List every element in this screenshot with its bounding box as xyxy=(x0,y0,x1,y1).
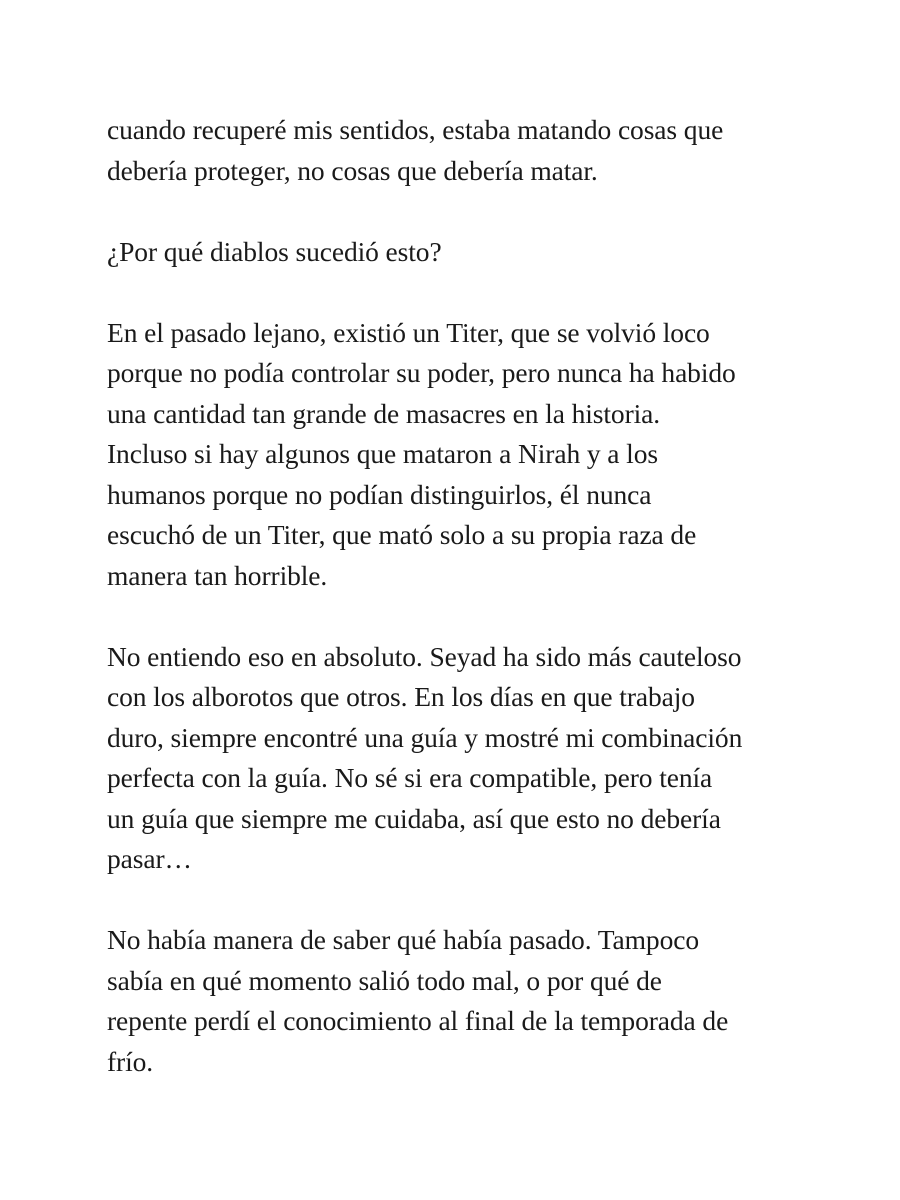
text-line: escuchó de un Titer, que mató solo a su propia raza de xyxy=(107,519,697,550)
text-line: porque no podía controlar su poder, pero nunca ha habido xyxy=(107,357,736,388)
text-line: un guía que siempre me cuidaba, así que esto no debería xyxy=(107,802,721,834)
text-line: Incluso si hay algunos que mataron a Nirah y a los xyxy=(107,438,658,469)
paragraph-2 xyxy=(107,232,810,273)
body-text xyxy=(107,110,810,1082)
paragraph-3 xyxy=(107,313,810,597)
paragraph-1 xyxy=(107,110,810,191)
text-line: sabía en qué momento salió todo mal, o por qué de xyxy=(107,964,662,996)
paragraph-4 xyxy=(107,637,810,880)
text-line: con los alborotos que otros. En los días en que trabajo xyxy=(107,681,695,712)
text-line: duro, siempre encontré una guía y mostré mi combinación xyxy=(107,721,743,753)
text-line: perfecta con la guía. No sé si era compatible, pero tenía xyxy=(107,762,713,793)
text-line: humanos porque no podían distinguirlos, él nunca xyxy=(107,478,652,510)
paragraph-5 xyxy=(107,920,810,1082)
text-line: cuando recuperé mis sentidos, estaba matando cosas que xyxy=(107,114,724,145)
text-line: No entiendo eso en absoluto. Seyad ha sido más cauteloso xyxy=(107,640,742,672)
text-line: una cantidad tan grande de masacres en la historia. xyxy=(107,397,661,429)
text-line: manera tan horrible. xyxy=(107,559,328,591)
text-line: debería proteger, no cosas que debería matar. xyxy=(107,154,598,186)
text-line: frío. xyxy=(107,1045,154,1077)
text-line: pasar… xyxy=(107,843,192,874)
text-line: No había manera de saber qué había pasado. Tampoco xyxy=(107,924,699,955)
text-line: repente perdí el conocimiento al final de la temporada de xyxy=(107,1005,729,1036)
text-line: ¿Por qué diablos sucedió esto? xyxy=(107,235,442,267)
text-line: En el pasado lejano, existió un Titer, que se volvió loco xyxy=(107,316,710,348)
